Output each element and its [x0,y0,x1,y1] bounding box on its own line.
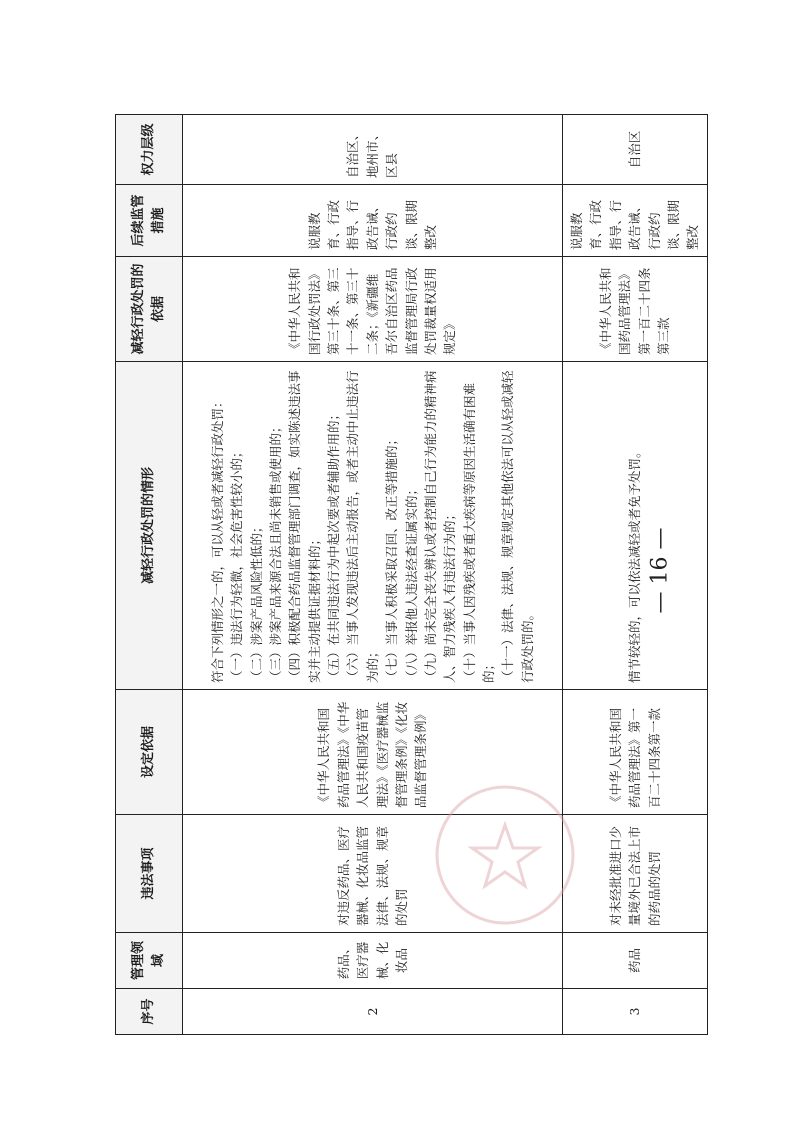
situation-line: （三）涉案产品来源合法且尚未销售或使用的； [267,420,283,683]
row-measures [183,185,563,257]
situation-line: （二）涉案产品风险性低的； [248,520,264,683]
header-situations: 减轻行政处罚的情形 [116,362,183,690]
row-penalty-basis-text: 《中华人民共和国行政处罚法》第三十条、第三十一条、第三十二条；《新疆维吾尔自治区药品监督管理局行政处罚裁量权适用规定》 [287,267,458,355]
row-level [183,115,563,185]
situation-line: 情节较轻的，可以依法减轻或者免予处罚。 [627,445,643,683]
row-item-text: 对违反药品、医疗器械、化妆品监管法律、法规、规章的处罚 [335,825,409,926]
row-measures [563,185,708,257]
row-item [563,815,708,933]
situation-line: （六）当事人发现违法后主动报告，或者主动中止违法行为的； [345,370,380,683]
row-basis-text: 《中华人民共和国药品管理法》第一百二十四条第一款 [607,707,662,808]
row-seq: 2 [183,989,563,1035]
situation-line: （四）积极配合药品监督管理部门调查，如实陈述违法事实并主动提供证据材料的； [287,370,322,683]
page-number [640,510,680,630]
header-measures: 后续监管措施 [116,185,183,257]
row-level-text: 自治区 [627,130,643,169]
row-penalty-basis [563,257,708,362]
row-domain: 药品 [563,933,708,989]
header-item: 违法事项 [116,815,183,933]
header-seq: 序号 [116,989,183,1035]
row-situations [183,362,563,690]
rotated-table-sheet [115,115,701,1035]
situation-line: （一）违法行为轻微，社会危害性较小的； [229,445,245,683]
row-basis [563,690,708,815]
row-item-text: 对未经批准进口少量境外已合法上市的药品的处罚 [607,825,662,926]
situation-line: （八）举报他人违法经查证属实的； [403,482,419,683]
table-row [563,115,708,1035]
header-basis: 设定依据 [116,690,183,815]
row-penalty-basis [183,257,563,362]
row-level [563,115,708,185]
table-header-row [116,115,183,1035]
situation-line: （九）尚未完全丧失辨认或者控制自己行为能力的精神病人、智力残疾人有违法行为的； [422,370,458,683]
situation-line: （七）当事人积极采取召回、改正等措施的； [384,432,400,683]
situation-line: （五）在共同违法行为中起次要或者辅助作用的； [326,407,342,683]
header-domain: 管理领域 [116,933,183,989]
situation-line: （十一）法律、法规、规章规定其他依法可以从轻或减轻行政处罚的。 [500,370,535,683]
row-seq: 3 [563,989,708,1035]
header-level: 权力层级 [116,115,183,185]
row-measures-text: 说服教育、行政指导、行政告诫、行政约谈、限期整改 [569,199,701,250]
situation-line: 符合下列情形之一的，可以从轻或者减轻行政处罚： [209,395,225,683]
header-penalty-basis: 减轻行政处罚的依据 [116,257,183,362]
row-situations [563,362,708,690]
row-level-text: 自治区、地州市、区县 [345,127,400,178]
page-number-text: — 16 — [647,527,673,613]
situation-line: （十）当事人因残疾或者重大疾病等原因生活确有困难的； [461,382,497,683]
official-seal-stamp [430,780,580,930]
row-measures-text: 说服教育、行政指导、行政告诫、行政约谈、限期整改 [306,199,438,250]
row-penalty-basis-text: 《中华人民共和国药品管理法》第一百二十四条第三款 [598,267,672,355]
row-basis-text: 《中华人民共和国药品管理法》《中华人民共和国疫苗管理法》《医疗器械监督管理条例》《化妆品监督管理条例》 [316,701,429,808]
row-domain: 药品、医疗器械、化妆品 [183,933,563,989]
penalty-reduction-table [115,114,708,1035]
